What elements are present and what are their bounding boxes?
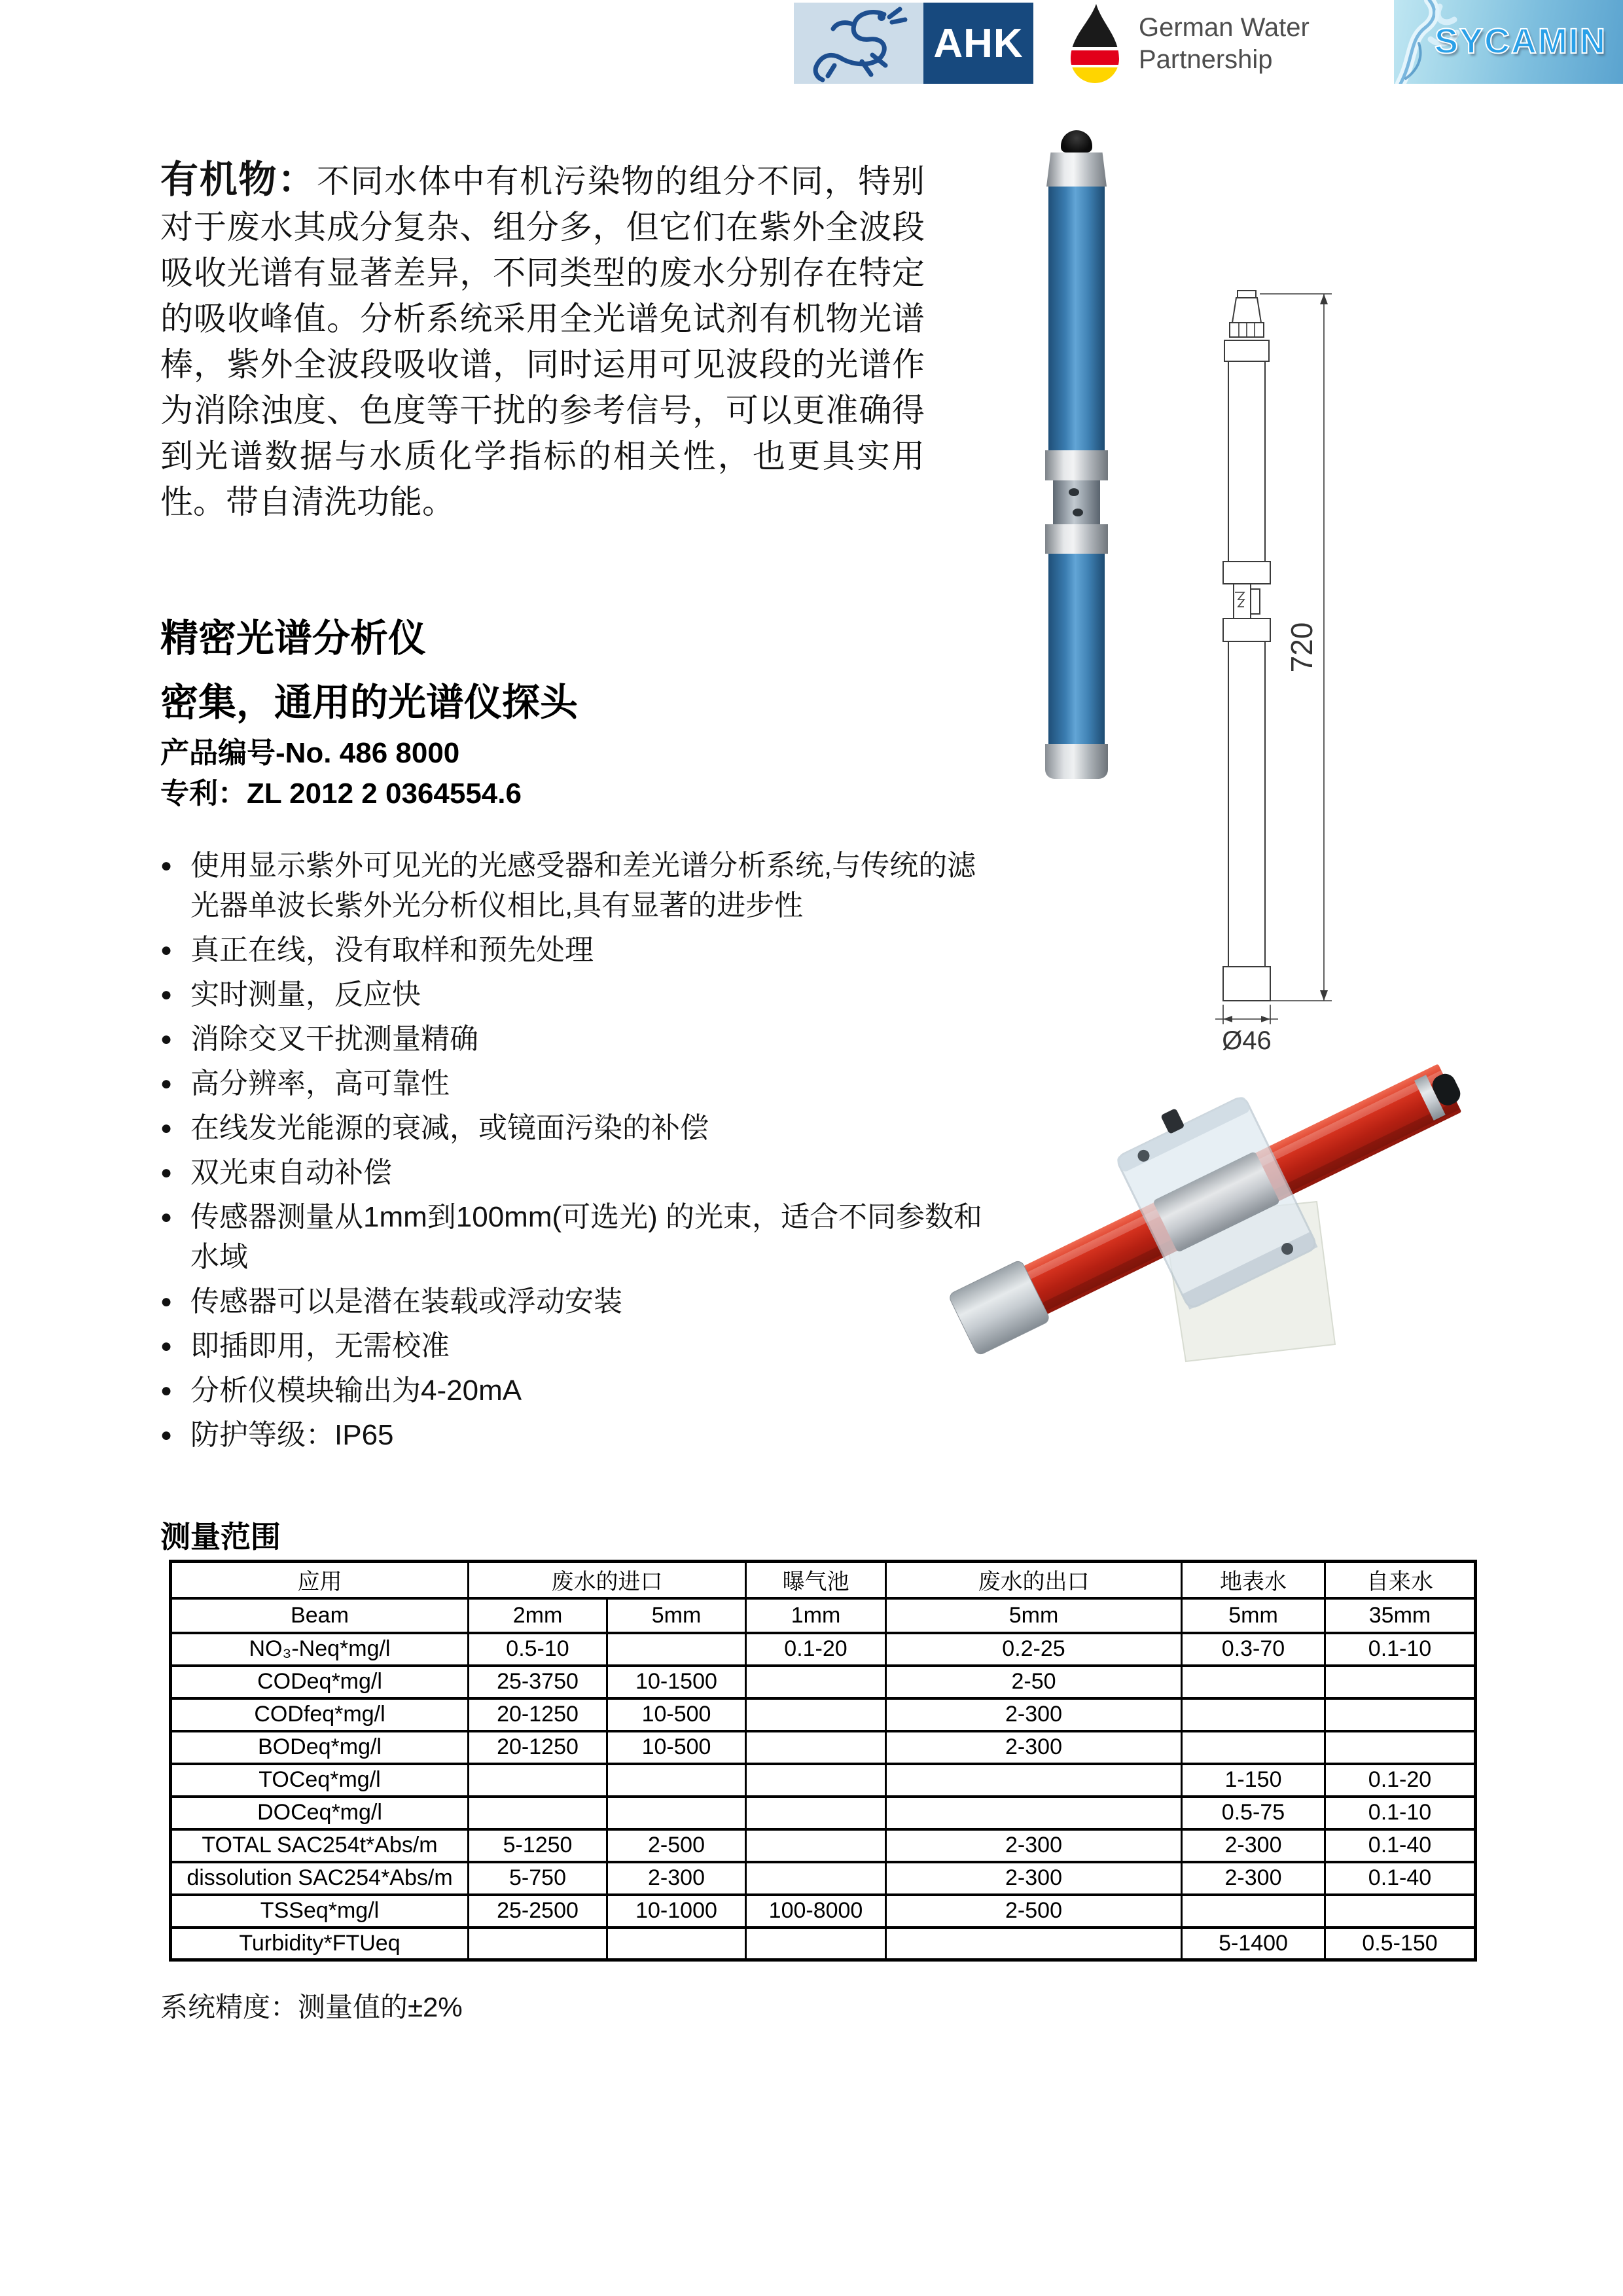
measurement-table: [169, 1560, 1477, 1962]
blue-probe-photo: [1045, 130, 1108, 779]
table-row: [171, 1698, 1476, 1731]
range-value-cell: [607, 1633, 746, 1666]
range-value-cell: 2-300: [607, 1862, 746, 1895]
parameter-label-cell: Turbidity*FTUeq: [171, 1928, 469, 1960]
range-value-cell: 10-1500: [607, 1666, 746, 1698]
measurement-table-group-header: 废水的进口: [469, 1562, 746, 1598]
range-value-cell: [746, 1698, 886, 1731]
range-value-cell: 2-300: [886, 1829, 1182, 1862]
range-value-cell: [746, 1797, 886, 1829]
probe-top-collar: [1046, 152, 1107, 187]
table-row: [171, 1928, 1476, 1960]
range-value-cell: [469, 1797, 607, 1829]
range-value-cell: [746, 1764, 886, 1797]
beam-row-cell: 35mm: [1325, 1598, 1476, 1633]
range-value-cell: [746, 1666, 886, 1698]
range-value-cell: 0.2-25: [886, 1633, 1182, 1666]
range-value-cell: 20-1250: [469, 1731, 607, 1764]
range-value-cell: [1325, 1731, 1476, 1764]
range-value-cell: 0.5-75: [1182, 1797, 1325, 1829]
range-value-cell: 20-1250: [469, 1698, 607, 1731]
range-value-cell: [607, 1764, 746, 1797]
feature-item: ● 传感器测量从1mm到100mm(可选光) 的光束，适合不同参数和水域: [160, 1197, 991, 1277]
probe-top-cap: [1061, 130, 1092, 152]
parameter-label-cell: NO₃-Neq*mg/l: [171, 1633, 469, 1666]
table-row: [171, 1797, 1476, 1829]
intro-heading: 有机物：: [160, 158, 317, 201]
range-value-cell: 2-500: [607, 1829, 746, 1862]
feature-list: [160, 846, 991, 1460]
measurement-table-container: [169, 1560, 1477, 1962]
range-value-cell: 0.1-20: [746, 1633, 886, 1666]
feature-item: ● 高分辨率，高可靠性: [160, 1064, 991, 1103]
beam-row-cell: 2mm: [469, 1598, 607, 1633]
range-value-cell: [1182, 1666, 1325, 1698]
parameter-label-cell: TSSeq*mg/l: [171, 1895, 469, 1928]
table-row: [171, 1764, 1476, 1797]
feature-item: ● 真正在线，没有取样和预先处理: [160, 930, 991, 970]
measurement-table-group-header: 曝气池: [746, 1562, 886, 1598]
range-value-cell: 10-1000: [607, 1895, 746, 1928]
table-row: [171, 1862, 1476, 1895]
range-value-cell: [607, 1928, 746, 1960]
feature-item: ● 传感器可以是潜在装载或浮动安装: [160, 1282, 991, 1321]
range-value-cell: 2-300: [1182, 1829, 1325, 1862]
product-number: 产品编号-No. 486 8000: [160, 737, 460, 769]
table-row: [171, 1731, 1476, 1764]
ahk-logo-text: AHK: [923, 3, 1033, 84]
gwp-logo-text: [1139, 12, 1310, 76]
measurement-table-group-header: 废水的出口: [886, 1562, 1182, 1598]
range-value-cell: [746, 1731, 886, 1764]
measurement-table-group-header: 应用: [171, 1562, 469, 1598]
probe-joint-ring-lower: [1045, 524, 1108, 554]
range-value-cell: 2-50: [886, 1666, 1182, 1698]
feature-item: ● 分析仪模块输出为4-20mA: [160, 1371, 991, 1410]
range-value-cell: [1182, 1731, 1325, 1764]
range-value-cell: [469, 1764, 607, 1797]
product-title-line1: 精密光谱分析仪: [160, 617, 427, 660]
beam-row-cell: 5mm: [1182, 1598, 1325, 1633]
range-value-cell: 1-150: [1182, 1764, 1325, 1797]
table-row: [171, 1895, 1476, 1928]
german-flag-drop-icon: [1065, 3, 1124, 85]
probe-joint-ring-upper: [1045, 450, 1108, 480]
range-value-cell: 25-2500: [469, 1895, 607, 1928]
range-value-cell: 2-300: [886, 1698, 1182, 1731]
parameter-label-cell: TOCeq*mg/l: [171, 1764, 469, 1797]
range-value-cell: [886, 1764, 1182, 1797]
range-value-cell: 10-500: [607, 1698, 746, 1731]
range-value-cell: [1325, 1666, 1476, 1698]
beam-row: [171, 1598, 1476, 1633]
height-dimension-label: 720: [1285, 622, 1319, 673]
measurement-table-group-header: 地表水: [1182, 1562, 1325, 1598]
range-value-cell: [1325, 1895, 1476, 1928]
table-row: [171, 1666, 1476, 1698]
range-value-cell: 0.3-70: [1182, 1633, 1325, 1666]
parameter-label-cell: DOCeq*mg/l: [171, 1797, 469, 1829]
beam-row-cell: 1mm: [746, 1598, 886, 1633]
table-row: [171, 1829, 1476, 1862]
range-value-cell: [746, 1928, 886, 1960]
feature-item: ● 即插即用，无需校准: [160, 1326, 991, 1366]
beam-row-cell: 5mm: [607, 1598, 746, 1633]
feature-item: ● 双光束自动补偿: [160, 1153, 991, 1193]
probe-bottom-cap: [1045, 744, 1108, 779]
range-value-cell: 5-1250: [469, 1829, 607, 1862]
range-value-cell: 100-8000: [746, 1895, 886, 1928]
table-row: [171, 1633, 1476, 1666]
range-value-cell: [1182, 1698, 1325, 1731]
table-header-row: [171, 1562, 1476, 1598]
product-title-line2: 密集，通用的光谱仪探头: [160, 681, 579, 724]
range-value-cell: [746, 1829, 886, 1862]
range-value-cell: [1325, 1698, 1476, 1731]
dragon-icon: [794, 3, 923, 84]
beam-row-cell: Beam: [171, 1598, 469, 1633]
diameter-dimension-label: Ø46: [1222, 1026, 1272, 1054]
range-value-cell: 25-3750: [469, 1666, 607, 1698]
range-value-cell: 0.1-10: [1325, 1633, 1476, 1666]
patent-number: 专利：ZL 2012 2 0364554.6: [160, 778, 522, 810]
range-value-cell: 5-1400: [1182, 1928, 1325, 1960]
range-value-cell: 0.5-150: [1325, 1928, 1476, 1960]
range-value-cell: [746, 1862, 886, 1895]
sycamin-banner: [1394, 0, 1623, 84]
intro-paragraph: [160, 157, 925, 525]
range-value-cell: 2-300: [886, 1862, 1182, 1895]
feature-item: ● 在线发光能源的衰减，或镜面污染的补偿: [160, 1108, 991, 1148]
range-value-cell: 10-500: [607, 1731, 746, 1764]
parameter-label-cell: CODeq*mg/l: [171, 1666, 469, 1698]
accuracy-note: 系统精度：测量值的±2%: [160, 1992, 463, 2022]
range-value-cell: [469, 1928, 607, 1960]
range-value-cell: 2-300: [886, 1731, 1182, 1764]
feature-item: ● 防护等级：IP65: [160, 1415, 991, 1455]
measurement-heading: 测量范围: [160, 1520, 281, 1554]
probe-lower-tube: [1048, 554, 1105, 744]
beam-row-cell: 5mm: [886, 1598, 1182, 1633]
feature-item: ● 消除交叉干扰测量精确: [160, 1019, 991, 1059]
range-value-cell: 0.1-10: [1325, 1797, 1476, 1829]
range-value-cell: 2-300: [1182, 1862, 1325, 1895]
probe-joint-middle: [1053, 480, 1100, 524]
range-value-cell: [886, 1928, 1182, 1960]
range-value-cell: 0.5-10: [469, 1633, 607, 1666]
ahk-logo: [794, 3, 1033, 84]
range-value-cell: [1182, 1895, 1325, 1928]
parameter-label-cell: TOTAL SAC254t*Abs/m: [171, 1829, 469, 1862]
intro-body-text: 不同水体中有机污染物的组分不同，特别对于废水其成分复杂、组分多，但它们在紫外全波段吸收光谱有显著差异，不同类型的废水分别存在特定的吸收峰值。分析系统采用全光谱免试剂有机物光谱棒，紫外全波段吸收谱，同时运用可见波段的光谱作为消除浊度、色度等干扰的参考信号，可以更准确得到光谱数据与水质化学指标的相关性，也更具实用性。带自清洗功能。: [160, 163, 925, 520]
sycamin-logo-text: SYCAMIN: [1435, 22, 1607, 61]
gwp-logo-text-line2: Partnership: [1139, 45, 1273, 74]
probe-dimension-drawing: [1214, 285, 1345, 1054]
feature-item: ● 实时测量，反应快: [160, 975, 991, 1014]
range-value-cell: 0.1-40: [1325, 1862, 1476, 1895]
parameter-label-cell: CODfeq*mg/l: [171, 1698, 469, 1731]
red-probe-photo: [929, 1046, 1505, 1373]
feature-item: ● 使用显示紫外可见光的光感受器和差光谱分析系统,与传统的滤光器单波长紫外光分析仪相比,具有显著的进步性: [160, 846, 991, 925]
probe-upper-tube: [1048, 187, 1105, 450]
parameter-label-cell: BODeq*mg/l: [171, 1731, 469, 1764]
range-value-cell: 2-500: [886, 1895, 1182, 1928]
german-water-partnership-logo: [1065, 3, 1310, 85]
measurement-table-group-header: 自来水: [1325, 1562, 1476, 1598]
range-value-cell: 0.1-20: [1325, 1764, 1476, 1797]
range-value-cell: [886, 1797, 1182, 1829]
parameter-label-cell: dissolution SAC254*Abs/m: [171, 1862, 469, 1895]
gwp-logo-text-line1: German Water: [1139, 13, 1310, 42]
range-value-cell: 0.1-40: [1325, 1829, 1476, 1862]
range-value-cell: [607, 1797, 746, 1829]
range-value-cell: 5-750: [469, 1862, 607, 1895]
